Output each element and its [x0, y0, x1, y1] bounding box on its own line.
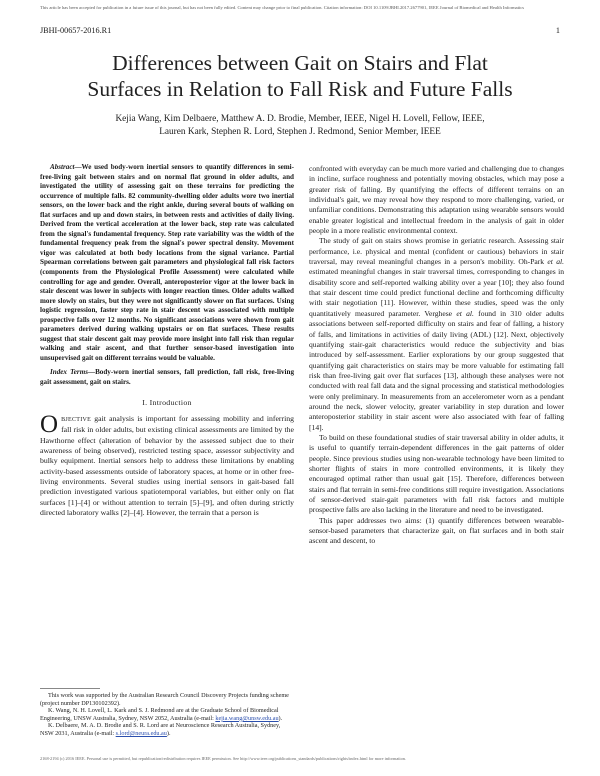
intro-text: gait analysis is important for assessing mobility and inferring fall risk in older adults, but existing clinical assessments are limited by the Hawthorne effect (alteration of behavior by the assessed subject due to their awareness of being observed), restricted testing space, assessor subjectivity and bulky equipment. Inertial sensors help to address these limitations by enabling activity-based assessments outside of laboratory spaces, at home or in other free-living environments. Several studies using inertial sensors in gait-based fall prediction investigated various spatiotemporal variables, but either only on flat surfaces [1]–[4] or without attention to terrain [5]–[9], and often during strictly directed laboratory walks [2]–[4]. However, the terrain that a person is	[40, 413, 294, 518]
etal: et al.	[547, 257, 565, 267]
author-list	[60, 113, 540, 138]
index-terms	[40, 368, 294, 387]
abstract	[40, 163, 294, 363]
publication-notice: This article has been accepted for publication in a future issue of this journal, but has not been fully edited. Content may change prior to final publication. Citation information: DOI 10.1109/JBHI.2017.2677901, IEEE Journal of Biomedical and Health Informatics	[40, 5, 525, 10]
drop-cap: O	[40, 410, 59, 438]
right-column	[309, 164, 564, 547]
text-segment: ).	[278, 714, 283, 722]
copyright-notice: 2168-2194 (c) 2016 IEEE. Personal use is permitted, but republication/redistribution requires IEEE permission. See http://www.ieee.org/publications_standards/publications/rights/index.html for more information.	[40, 756, 406, 761]
footnote-affiliation-neura	[40, 722, 294, 737]
title-line-2: Surfaces in Relation to Fall Risk and Future Falls	[87, 77, 513, 101]
authors-line-1: Kejia Wang, Kim Delbaere, Matthew A. D. Brodie, Member, IEEE, Nigel H. Lovell, Fellow, IEEE,	[115, 114, 485, 124]
text-segment: ).	[166, 729, 171, 737]
intro-smallcaps: BJECTIVE	[61, 416, 92, 423]
manuscript-id: JBHI-00657-2016.R1	[40, 26, 112, 35]
text-segment: K. Delbaere, M. A. D. Brodie and S. R. Lord are at Neuroscience Research Australia, Sydney, NSW 2031, Australia (e-mail:	[40, 722, 281, 737]
footnote-affiliation-unsw	[40, 707, 294, 722]
left-column	[40, 163, 294, 518]
footnotes	[40, 692, 294, 738]
index-terms-text: —Body-worn inertial sensors, fall prediction, fall risk, free-living gait assessment, gait on stairs.	[40, 368, 294, 387]
authors-line-2: Lauren Kark, Stephen R. Lord, Stephen J. Redmond, Senior Member, IEEE	[159, 126, 441, 137]
footnote-rule	[40, 688, 100, 689]
title-line-1: Differences between Gait on Stairs and Flat	[112, 51, 488, 75]
text-segment: found in 310 older adults associations between self-reported difficulty on stairs and fear of falling, a history of falls, and limitations in activities of daily living (ADL) [12]. Next, objectively quantifying stair-gait characteristics would reduce the subjectivity and bias introduced by self-assessment. Earlier explorations by our group suggested that quantifying gait characteristics on stairs may be more valuable for estimating fall risk than free-living gait over flat surfaces [13], although these analyses were not conducted with real fall data and the signal processing and statistical methodologies were only preliminary. In measurements from an accelerometer worn as a pendant around the neck, slower velocity, greater variability in step duration and lower anteroposterior stability in stair ascent were also associated with fear of falling [14].	[309, 308, 564, 432]
paragraph-foundation: To build on these foundational studies of stair traversal ability in older adults, it is useful to quantify terrain-dependent differences in the gait patterns of older people. Since previous studies using non-wearable technology have been limited to shorter flights of stairs in more controlled environments, it is likely they encouraged optimal rather than usual gait [15]. Therefore, differences between stairs and flat terrain in semi-free conditions still require investigation. Associations of sensor-derived stair-gait parameters with fall risk factors and multiple prospective falls are also lacking in the literature and need to be investigated.	[309, 432, 564, 515]
text-segment: The study of gait on stairs shows promise in geriatric research. Assessing stair performance, i.e. physical and mental (confident or cautious) behaviors in stair traversal, may reveal meaningful changes in a person's mobility. Oh-Park	[309, 236, 564, 267]
introduction-paragraph	[40, 410, 294, 518]
email-link-lord[interactable]: s.lord@neura.edu.au	[115, 729, 167, 737]
paragraph-stairs	[309, 236, 564, 433]
paper-title	[40, 50, 560, 102]
text-segment: estimated meaningful changes in stair traversal times, corresponding to changes in disability score and self-reported walking ability over a year [10]; they also found that stair descent time could predict functional decline and forthcoming difficulty with stair negotiation [11]. However, within these studies, speed was the only quantitatively measured parameter. Verghese	[309, 267, 564, 318]
abstract-text: —We used body-worn inertial sensors to quantify differences in semi-free-living gait between stairs and on normal flat ground in older adults, and investigated the utility of assessing gait on these terrains for predicting the occurrence of multiple falls. 82 community-dwelling older adults wore two inertial sensors, on the lower back and the right ankle, during several bouts of walking on flat surfaces and up and down stairs, in between rests and activities of daily living. Derived from the vertical acceleration at the lower back, step rate was calculated from the signal's fundamental frequency. Step rate variability was the width of the fundamental frequency peak from the signal's power spectral density. Movement vigor was calculated at both body locations from the signal variance. Partial Spearman correlations between gait parameters and physiological fall risk factors (components from the Physiological Profile Assessment) were calculated while controlling for age and gender. Overall, anteroposterior vigor at the lower back in stair descent was lower in subjects with longer reaction times. Older adults walked more slowly on stairs, but they were not significantly slower on flat surfaces. Using logistic regression, faster step rate in stair descent was associated with multiple prospective falls over 12 months. No significant associations were shown from gait parameters derived during walking upstairs or on flat surfaces. These results suggest that stair descent gait may provide more insight into fall risk than regular walking and stair ascent, and that further sensor-based investigation into unsupervised gait on different terrains would be valuable.	[40, 163, 294, 362]
running-head	[40, 26, 560, 35]
index-terms-label: Index Terms	[50, 368, 88, 377]
paragraph-aims: This paper addresses two aims: (1) quantify differences between wearable-sensor-based parameters that characterize gait, on flat surfaces and in both stair ascent and descent, to	[309, 515, 564, 546]
page-number: 1	[555, 26, 560, 35]
text-segment: K. Wang, N. H. Lovell, L. Kark and S. J. Redmond are at the Graduate School of Biomedical Engineering, UNSW Australia, Sydney, NSW 2052, Australia (e-mail:	[40, 707, 279, 722]
footnote-funding: This work was supported by the Australian Research Council Discovery Projects funding scheme (project number DP130102392).	[40, 692, 289, 707]
section-heading-introduction: I. Introduction	[142, 397, 192, 407]
email-link-wang[interactable]: kejia.wang@unsw.edu.au	[215, 714, 279, 722]
abstract-label: Abstract	[50, 163, 75, 171]
etal: et al.	[456, 308, 474, 318]
paragraph-terrain: confronted with everyday can be much more varied and challenging due to changes in incline, surface roughness and potentially moving obstacles, which may pose a greater risk of falling. By quantifying the effects of different terrains on an individual's gait, we may reveal how they respond to more challenging, varied, or unfamiliar conditions. Demonstrating this adaptation using wearable sensors would enable greater logistical and intellectual freedom in the analysis of gait in older people in a more realistic environmental context.	[309, 164, 564, 236]
